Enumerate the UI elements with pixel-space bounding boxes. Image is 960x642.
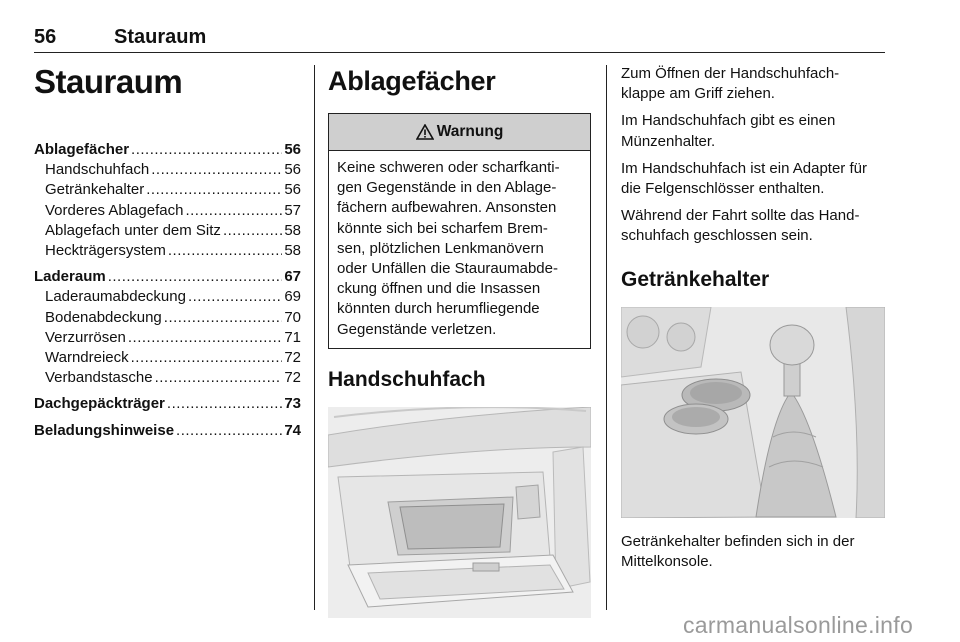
- glovebox-title: Handschuhfach: [328, 367, 486, 391]
- toc-entry-page: 58: [284, 221, 301, 239]
- warning-line: sen, plötzlichen Lenkmanövern: [337, 239, 544, 257]
- toc-entry-label: Dachgepäckträger: [34, 395, 165, 413]
- toc-entry-label: Beladungshinweise: [34, 421, 175, 439]
- toc-entry-label: Vorderes Ablagefach: [45, 201, 184, 219]
- warning-box: [328, 113, 591, 349]
- warning-header: [329, 114, 590, 151]
- toc-entry[interactable]: [34, 221, 301, 241]
- warning-line: ckung öffnen und die Insassen: [337, 280, 541, 298]
- toc-leader: [223, 221, 282, 241]
- page-number: 56: [34, 26, 57, 48]
- toc-entry-label: Ablagefach unter dem Sitz: [45, 221, 221, 239]
- warning-triangle-icon: [416, 124, 434, 140]
- paragraph: Während der Fahrt sollte das Hand- schuhfach geschlossen sein.: [621, 207, 860, 245]
- cupholder-illustration: [621, 307, 885, 518]
- toc-entry-label: Verbandstasche: [45, 369, 153, 387]
- warning-line: Gegenstände verletzen.: [337, 320, 497, 338]
- toc-entry-page: 71: [284, 328, 301, 346]
- toc-entry[interactable]: [34, 287, 301, 307]
- storage-section: [328, 62, 591, 618]
- toc-leader: [146, 180, 282, 200]
- section-title: Ablagefächer: [328, 66, 496, 96]
- paragraph: Im Handschuhfach ist ein Adapter für die Felgenschlösser enthalten.: [621, 159, 867, 198]
- column-divider: [606, 65, 607, 610]
- warning-line: gen Gegenstände in den Ablage-: [337, 179, 557, 197]
- toc-entry[interactable]: [34, 328, 301, 348]
- toc-entry[interactable]: [34, 267, 301, 287]
- toc-entry[interactable]: [34, 421, 301, 441]
- toc-entry[interactable]: [34, 140, 301, 160]
- toc-leader: [131, 140, 282, 160]
- toc-entry-page: 58: [284, 242, 301, 260]
- toc-entry[interactable]: [34, 180, 301, 200]
- toc-entry[interactable]: [34, 160, 301, 180]
- toc-leader: [131, 348, 283, 368]
- glovebox-illustration: [328, 407, 591, 618]
- page-header: [34, 26, 885, 53]
- toc-title: Stauraum: [34, 63, 183, 100]
- toc-entry-label: Laderaum: [34, 268, 106, 286]
- toc-column: [34, 62, 301, 441]
- warning-text: [329, 151, 590, 348]
- warning-line: Keine schweren oder scharfkanti-: [337, 159, 560, 176]
- toc-leader: [155, 368, 283, 388]
- toc-entry[interactable]: [34, 241, 301, 261]
- toc-entry-page: 56: [284, 141, 301, 158]
- toc-entry[interactable]: [34, 201, 301, 221]
- toc-entry[interactable]: [34, 394, 301, 414]
- warning-line: oder Unfällen die Stauraumabde-: [337, 260, 558, 278]
- toc-entry-page: 74: [284, 421, 301, 439]
- watermark: carmanualsonline.info: [683, 612, 914, 638]
- toc-entry-label: Bodenabdeckung: [45, 308, 162, 326]
- toc-entry-label: Laderaumabdeckung: [45, 288, 186, 306]
- toc-entry[interactable]: [34, 368, 301, 388]
- toc-entry-page: 72: [284, 349, 301, 367]
- cupholder-caption: Getränkehalter befinden sich in der Mittelkonsole.: [621, 532, 855, 570]
- warning-line: könnte sich bei scharfem Brem-: [337, 219, 548, 237]
- toc-entry-page: 72: [284, 369, 301, 387]
- warning-line: könnten durch herumfliegende: [337, 300, 540, 318]
- toc-entry-label: Heckträgersystem: [45, 242, 166, 260]
- toc-entry-page: 56: [284, 181, 301, 199]
- toc-entry-page: 69: [284, 288, 301, 306]
- paragraph: Im Handschuhfach gibt es einen Münzenhalter.: [621, 112, 836, 150]
- toc-leader: [151, 160, 282, 180]
- toc-entry[interactable]: [34, 348, 301, 368]
- chapter-title: Stauraum: [114, 26, 207, 48]
- toc-entry-label: Warndreieck: [45, 349, 129, 367]
- toc-leader: [164, 308, 283, 328]
- toc-entry-page: 56: [284, 161, 301, 179]
- toc-entry-page: 67: [284, 268, 301, 286]
- toc-entry-label: Handschuhfach: [45, 161, 150, 179]
- cupholder-title: Getränkehalter: [621, 267, 770, 291]
- column-divider: [314, 65, 315, 610]
- warning-line: fächern aufbewahren. Ansonsten: [337, 199, 557, 217]
- toc-leader: [176, 421, 282, 441]
- toc-leader: [185, 201, 282, 221]
- right-column: [621, 64, 885, 572]
- paragraph: Zum Öffnen der Handschuhfach- klappe am Griff ziehen.: [621, 65, 840, 103]
- toc-leader: [188, 287, 282, 307]
- toc-entry-label: Verzurrösen: [45, 328, 126, 346]
- toc-entry-label: Getränkehalter: [45, 181, 145, 199]
- warning-heading: Warnung: [436, 123, 504, 140]
- toc-leader: [108, 267, 283, 287]
- toc-entry-page: 70: [284, 308, 301, 326]
- toc-leader: [128, 328, 282, 348]
- toc-leader: [168, 241, 282, 261]
- toc-entry-page: 57: [284, 201, 301, 219]
- toc-leader: [167, 394, 282, 414]
- toc-entry-label: Ablagefächer: [34, 141, 130, 158]
- toc-entry-page: 73: [284, 395, 301, 413]
- toc-list: [34, 140, 301, 441]
- toc-entry[interactable]: [34, 308, 301, 328]
